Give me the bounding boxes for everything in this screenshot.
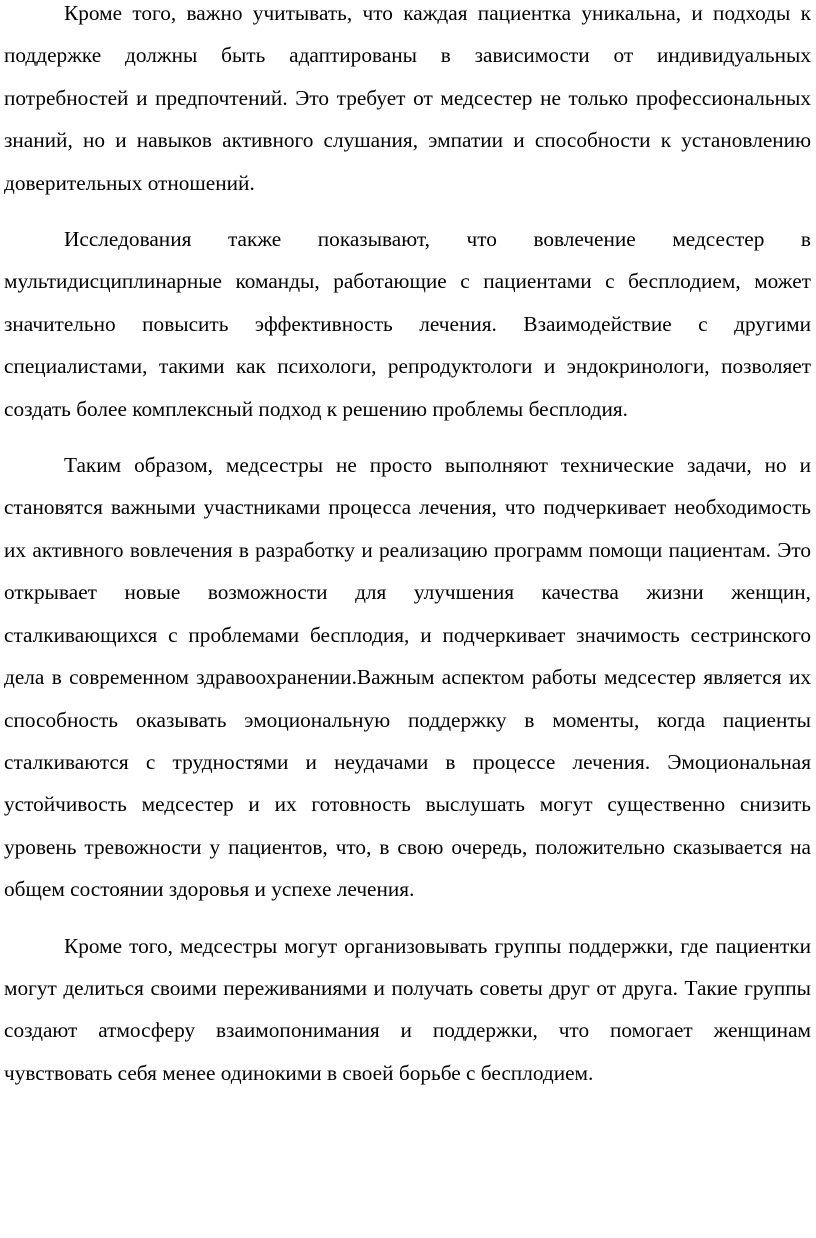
paragraph-nurse-role: Таким образом, медсестры не просто выполняют технические задачи, но и становятся важными участниками процесса лечения, что подчеркивает необходимость их активного вовлечения в разработку и реализацию программ помощи пациентам. Это открывает новые возможности для улучшения качества жизни женщин, сталкивающихся с проблемами бесплодия, и подчеркивает значимость сестринского дела в современном здравоохранении.Важным аспектом работы медсестер является их способность оказывать эмоциональную поддержку в моменты, когда пациенты сталкиваются с трудностями и неудачами в процессе лечения. Эмоциональная устойчивость медсестер и их готовность выслушать могут существенно снизить уровень тревожности у пациентов, что, в свою очередь, положительно сказывается на общем состоянии здоровья и успехе лечения. (4, 453, 811, 902)
paragraph-support-groups: Кроме того, медсестры могут организовывать группы поддержки, где пациентки могут делиться своими переживаниями и получать советы друг от друга. Такие группы создают атмосферу взаимопонимания и поддержки, что помогает женщинам чувствовать себя менее одинокими в своей борьбе с бесплодием. (4, 933, 811, 1085)
document-body (4, 0, 811, 1094)
paragraph-individual-approach: Кроме того, важно учитывать, что каждая пациентка уникальна, и подходы к поддержке должны быть адаптированы в зависимости от индивидуальных потребностей и предпочтений. Это требует от медсестер не только профессиональных знаний, но и навыков активного слушания, эмпатии и способности к установлению доверительных отношений. (4, 1, 811, 195)
paragraph-multidisciplinary-teams: Исследования также показывают, что вовлечение медсестер в мультидисциплинарные команды, работающие с пациентами с бесплодием, может значительно повысить эффективность лечения. Взаимодействие с другими специалистами, такими как психологи, репродуктологи и эндокринологи, позволяет создать более комплексный подход к решению проблемы бесплодия. (4, 227, 811, 421)
